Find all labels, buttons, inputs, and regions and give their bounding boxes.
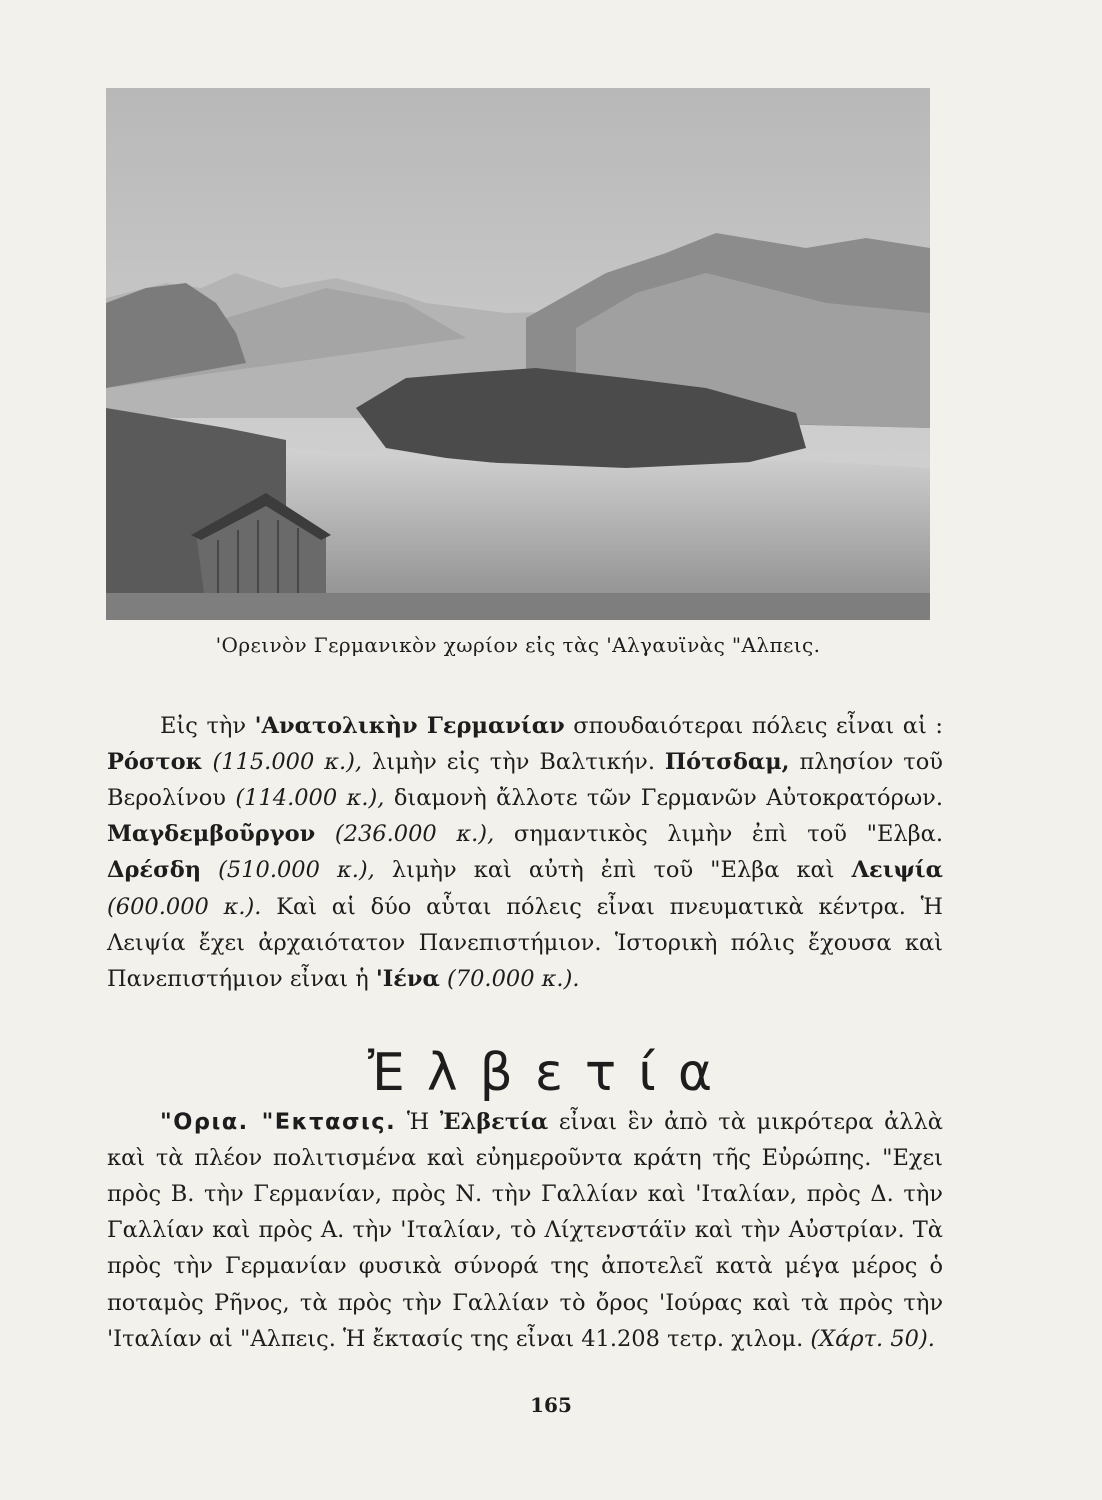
text-run: πλησίον τοῦ Βερολίνου — [107, 748, 943, 811]
alpine-village-illustration — [106, 88, 930, 620]
subsection-lead: "Ορια. "Εκτασις. — [160, 1108, 397, 1135]
text-run: σημαντικὸς λιμὴν ἐπὶ τοῦ "Ελβα. — [494, 821, 943, 848]
text-run: διαμονὴ ἄλλοτε τῶν Γερμανῶν Αὐτοκρατόρων. — [384, 784, 944, 811]
landscape-photo — [106, 88, 930, 620]
population-dresden: (510.000 κ.), — [201, 857, 375, 884]
population-magdeburg: (236.000 κ.), — [315, 821, 495, 848]
map-reference: (Χάρτ. 50). — [810, 1325, 935, 1352]
population-rostock: (115.000 κ.), — [202, 748, 363, 775]
country-switzerland: Ἐλβετία — [439, 1108, 549, 1135]
figure-caption: 'Ορεινὸν Γερμανικὸν χωρίον εἰς τὰς 'Αλγαυϊνὰς "Αλπεις. — [215, 633, 821, 657]
population-potsdam: (114.000 κ.), — [235, 784, 385, 811]
east-germany-paragraph — [107, 708, 943, 998]
text-run: Εἰς τὴν — [160, 712, 255, 739]
population-jena: (70.000 κ.). — [439, 965, 580, 992]
switzerland-paragraph — [107, 1104, 943, 1357]
text-run: λιμὴν καὶ αὐτὴ ἐπὶ τοῦ "Ελβα καὶ — [374, 857, 852, 884]
city-rostock: Ρόστοκ — [107, 748, 203, 775]
text-run: σπουδαιότεραι πόλεις εἶναι αἱ : — [564, 712, 943, 739]
city-potsdam: Πότσδαμ, — [664, 748, 790, 775]
page-number: 165 — [530, 1393, 572, 1417]
text-run: εἶναι ἓν ἀπὸ τὰ μικρότερα ἀλλὰ καὶ τὰ πλέον πολιτισμένα καὶ εὐημεροῦντα κράτη τῆς Εὐρώπης. "Εχει πρὸς Β. τὴν Γερμανίαν, πρὸς Ν. τὴν Γαλλίαν καὶ 'Ιταλίαν, πρὸς Δ. τὴν Γαλλίαν καὶ πρὸς Α. τὴν 'Ιταλίαν, τὸ Λίχτενστάϊν καὶ τὴν Αὐστρίαν. Τὰ πρὸς τὴν Γερμανίαν φυσικὰ σύνορά της ἀποτελεῖ κατὰ μέγα μέρος ὁ ποταμὸς Ρῆνος, τὰ πρὸς τὴν Γαλλίαν τὸ ὄρος 'Ιούρας καὶ τὰ πρὸς τὴν 'Ιταλίαν αἱ "Αλπεις. Ἡ ἔκτασίς της εἶναι 41.208 τετρ. χιλομ. — [107, 1108, 943, 1352]
region-name: 'Ανατολικὴν Γερμανίαν — [254, 712, 565, 739]
section-heading-switzerland: Ἐλβετία — [367, 1043, 735, 1104]
city-magdeburg: Μαγδεμβοῦργον — [107, 821, 316, 848]
text-run: Καὶ αἱ δύο αὗται πόλεις εἶναι πνευματικὰ κέντρα. Ἡ Λειψία ἔχει ἀρχαιότατον Πανεπιστήμιον. Ἱστορικὴ πόλις ἔχουσα καὶ Πανεπιστήμιον εἶναι ἡ — [107, 893, 943, 992]
city-jena: 'Ιένα — [375, 965, 440, 992]
city-leipzig: Λειψία — [851, 857, 943, 884]
text-run: Ἡ — [396, 1108, 440, 1135]
city-dresden: Δρέσδη — [107, 857, 202, 884]
text-run: λιμὴν εἰς τὴν Βαλτικήν. — [362, 748, 665, 775]
population-leipzig: (600.000 κ.). — [107, 893, 262, 920]
